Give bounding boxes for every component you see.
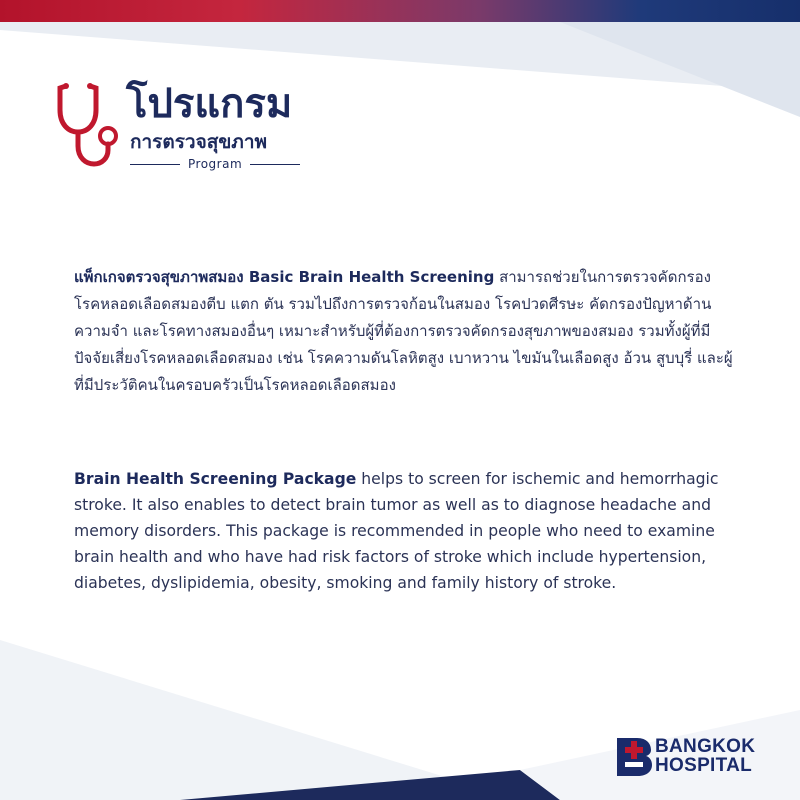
divider-line: [130, 164, 180, 165]
program-logo: [54, 80, 324, 180]
english-description: [74, 466, 734, 596]
thai-description-body: สามารถช่วยในการตรวจคัดกรองโรคหลอดเลือดสมองตีบ แตก ตัน รวมไปถึงการตรวจก้อนในสมอง โรคปวดศีรษะ คัดกรองปัญหาด้านความจำ และโรคทางสมองอื่นๆ เหมาะสำหรับผู้ที่ต้องการตรวจคัดกรองสุขภาพของสมอง รวมทั้งผู้ที่มีปัจจัยเสี่ยงโรคหลอดเลือดสมอง เช่น โรคความดันโลหิตสูง เบาหวาน ไขมันในเลือดสูง อ้วน สูบบุรี่ และผู้ที่มีประวัติคนในครอบครัวเป็นโรคหลอดเลือดสมอง: [74, 268, 733, 394]
brand-line-1: BANGKOK: [655, 736, 756, 757]
top-gradient-bar: [0, 0, 800, 22]
divider-line: [250, 164, 300, 165]
hospital-cross-icon: [615, 736, 653, 776]
program-subtitle: การตรวจสุขภาพ: [130, 131, 268, 153]
program-title: โปรแกรม: [126, 81, 293, 127]
english-description-body: helps to screen for ischemic and hemorrhagic stroke. It also enables to detect brain tumor as well as to diagnose headache and memory disorders. This package is recommended in people who need to examine brain health and who have had risk factors of stroke which include hypertension, diabetes, dyslipidemia, obesity, smoking and family history of stroke.: [74, 470, 719, 592]
program-english-row: [130, 157, 300, 171]
thai-package-name: แพ็กเกจตรวจสุขภาพสมอง Basic Brain Health Screening: [74, 268, 495, 286]
english-package-name: Brain Health Screening Package: [74, 470, 357, 488]
thai-description: [74, 264, 734, 399]
brand-name: [655, 737, 755, 775]
brand-line-2: HOSPITAL: [655, 755, 753, 776]
bangkok-hospital-logo: [615, 736, 775, 780]
program-english-label: Program: [188, 157, 243, 171]
stethoscope-icon: [54, 80, 124, 172]
